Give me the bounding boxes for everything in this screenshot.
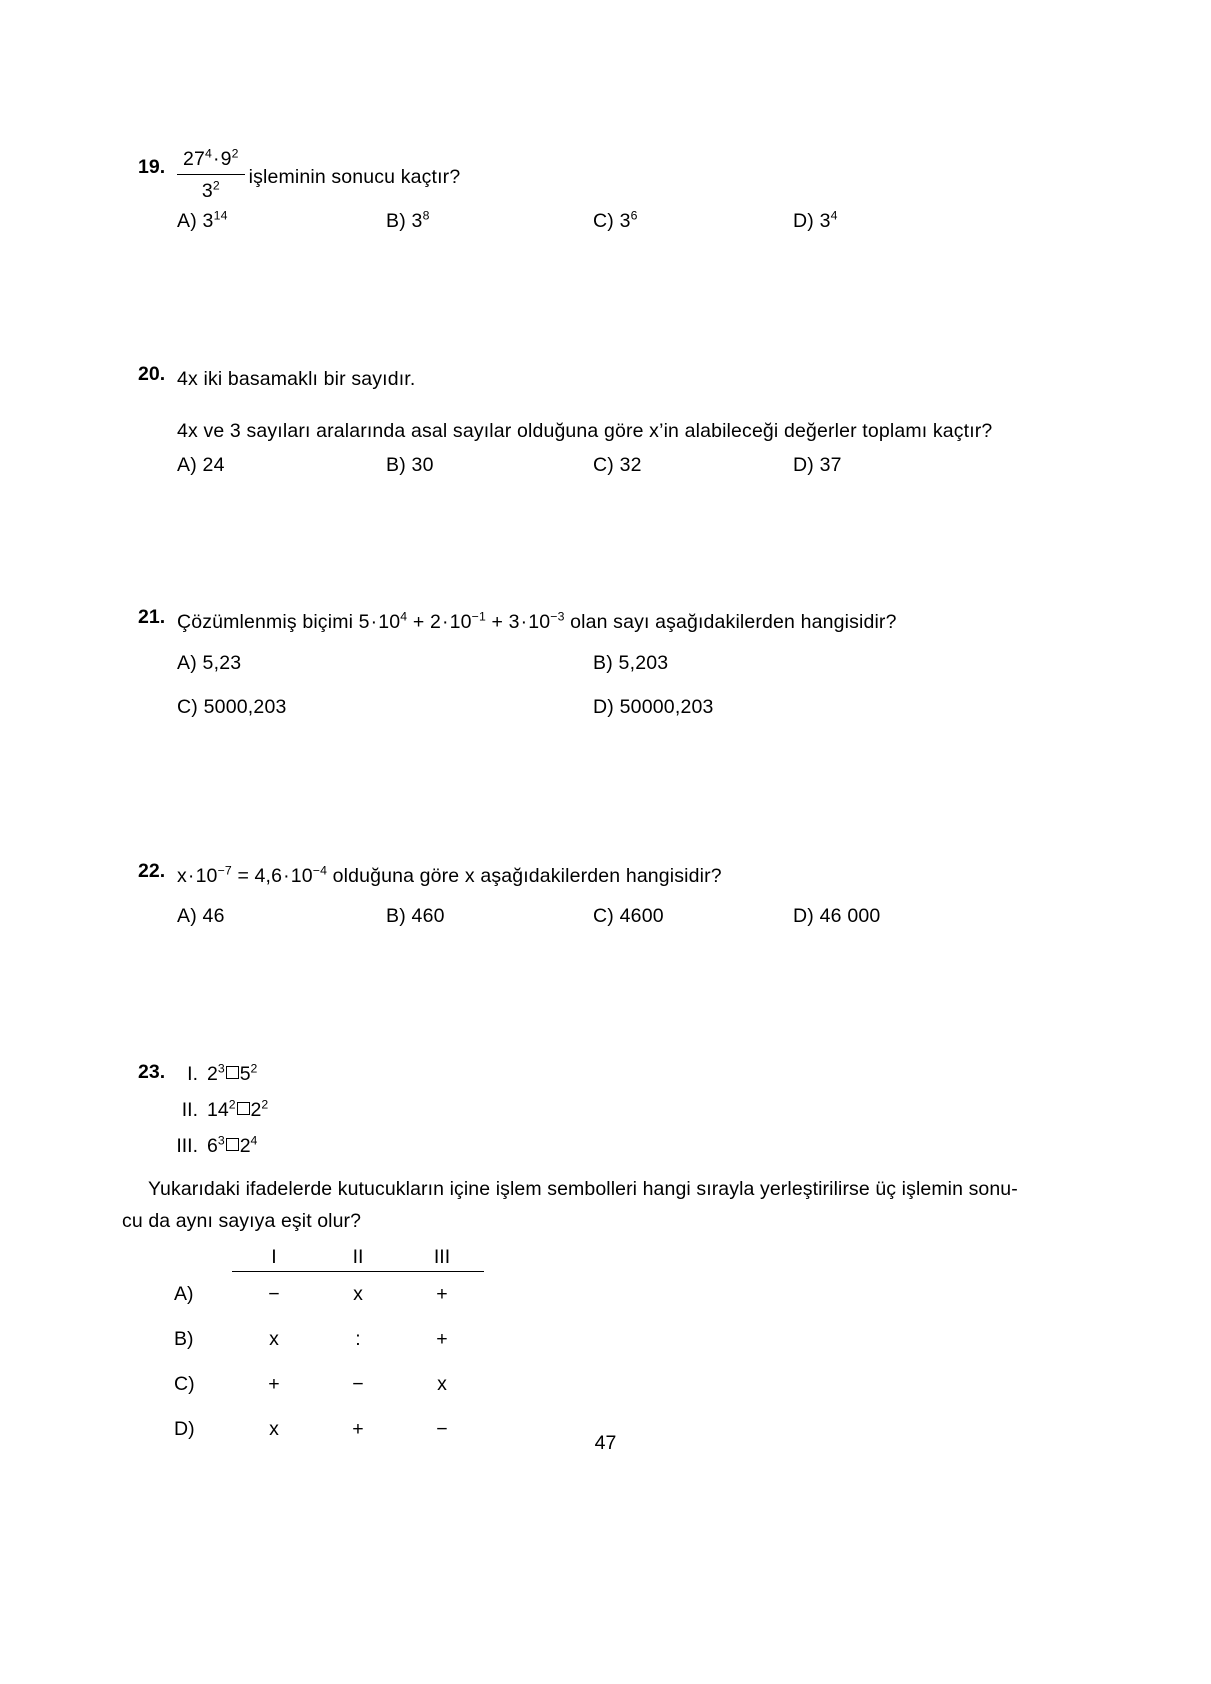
operator-box-icon[interactable]: [226, 1066, 239, 1079]
option-22-d-value: 46 000: [819, 905, 881, 927]
option-20-c-label: C): [593, 454, 614, 476]
option-19-c-base: 3: [619, 210, 631, 232]
option-19-c-exp: 6: [630, 208, 638, 223]
item-1-exp-1: 3: [217, 1061, 225, 1076]
option-21-c-label: C): [177, 696, 198, 718]
item-3-base-2: 2: [239, 1135, 251, 1157]
question-21-term1-exp: 4: [400, 609, 408, 624]
option-21-b[interactable]: [593, 652, 668, 675]
option-20-a-label: A): [177, 454, 197, 476]
option-19-d-base: 3: [819, 210, 831, 232]
fraction-numerator: [177, 145, 245, 175]
option-19-a-base: 3: [202, 210, 214, 232]
question-22-exp-1: −7: [217, 863, 232, 878]
option-21-b-value: 5,203: [618, 652, 669, 674]
row-b-label: B): [174, 1328, 194, 1350]
question-21-plus2: + 3: [491, 611, 520, 633]
question-23-prompt-line-2: cu da aynı sayıya eşit olur?: [122, 1210, 362, 1232]
option-20-b-label: B): [386, 454, 406, 476]
question-19-stem: [177, 146, 460, 207]
option-19-c[interactable]: [593, 210, 638, 233]
operator-box-icon[interactable]: [226, 1138, 239, 1151]
option-19-b[interactable]: [386, 210, 430, 233]
item-2-base-1: 14: [207, 1099, 229, 1121]
table-row[interactable]: [172, 1317, 484, 1362]
question-19-number: 19.: [138, 156, 166, 178]
question-23-prompt-line-1: Yukarıdaki ifadelerde kutucukların içine işlem sembolleri hangi sırayla yerleştirilirse üç işlemin sonu-: [148, 1178, 1018, 1200]
option-19-b-label: B): [386, 210, 406, 232]
option-20-d-label: D): [793, 454, 814, 476]
question-20-line-1: 4x iki basamaklı bir sayıdır.: [177, 368, 416, 390]
option-19-d[interactable]: [793, 210, 838, 233]
option-19-b-base: 3: [411, 210, 423, 232]
option-21-d-label: D): [593, 696, 614, 718]
option-20-a[interactable]: [177, 454, 225, 477]
question-21-options-row-2: [0, 696, 1211, 722]
table-row[interactable]: [172, 1272, 484, 1318]
multiplication-dot-icon: ·: [187, 865, 195, 887]
question-21-term3-exp: −3: [550, 609, 565, 624]
row-c-cell-iii: x: [437, 1373, 447, 1395]
option-19-a-label: A): [177, 210, 197, 232]
row-a-label: A): [174, 1282, 194, 1305]
option-19-d-label: D): [793, 210, 814, 232]
question-21-suffix: olan sayı aşağıdakilerden hangisidir?: [570, 611, 897, 633]
header-column-iii: III: [400, 1246, 484, 1272]
option-19-a-exp: 14: [213, 208, 228, 223]
item-3-base-1: 6: [207, 1135, 218, 1157]
row-c-cell-i: +: [268, 1373, 280, 1395]
question-19-options: [0, 210, 1211, 236]
item-2-exp-1: 2: [228, 1097, 236, 1112]
option-19-a[interactable]: [177, 210, 228, 233]
row-a-cell-ii: x: [353, 1283, 363, 1305]
row-d-cell-ii: +: [352, 1418, 364, 1440]
question-23-item-2-label: II.: [181, 1099, 198, 1121]
question-23-item-3-label: III.: [176, 1135, 198, 1157]
question-22-variable: x: [177, 865, 187, 887]
option-21-d[interactable]: [593, 696, 714, 719]
option-19-c-label: C): [593, 210, 614, 232]
option-22-c-label: C): [593, 905, 614, 927]
numerator-base-1: 27: [183, 148, 205, 170]
option-22-b-label: B): [386, 905, 406, 927]
answer-matrix-header-row: [172, 1246, 484, 1272]
question-23-answer-table: [172, 1246, 484, 1452]
option-22-a-label: A): [177, 905, 197, 927]
option-20-c[interactable]: [593, 454, 642, 477]
option-21-a-value: 5,23: [202, 652, 242, 674]
row-b-cell-iii: +: [436, 1328, 448, 1350]
question-21-term2-base: 10: [449, 611, 472, 633]
item-2-base-2: 2: [250, 1099, 262, 1121]
table-row[interactable]: [172, 1362, 484, 1407]
question-22-equals: = 4,6: [237, 865, 283, 887]
option-21-a-label: A): [177, 652, 197, 674]
answer-matrix-body: [172, 1272, 484, 1453]
item-3-exp-2: 4: [250, 1133, 258, 1148]
header-column-ii: II: [316, 1246, 400, 1272]
question-20-line-2: 4x ve 3 sayıları aralarında asal sayılar olduğuna göre x’in alabileceği değerler toplamı kaçtır?: [177, 420, 993, 442]
question-22-options: [0, 905, 1211, 931]
question-20-options: [0, 454, 1211, 480]
item-1-exp-2: 2: [250, 1061, 258, 1076]
option-20-b[interactable]: [386, 454, 434, 477]
question-22-base-2: 10: [290, 865, 313, 887]
question-22-number: 22.: [138, 860, 166, 882]
multiplication-dot-icon: ·: [441, 611, 449, 633]
question-22-exp-2: −4: [312, 863, 328, 878]
option-22-b[interactable]: [386, 905, 445, 928]
multiplication-dot-icon: ·: [283, 865, 290, 887]
operator-box-icon[interactable]: [237, 1102, 250, 1115]
row-a-cell-iii: +: [436, 1283, 448, 1305]
question-21-number: 21.: [138, 606, 166, 628]
header-blank: [172, 1246, 232, 1272]
item-3-exp-1: 3: [217, 1133, 225, 1148]
answer-matrix-head: [172, 1246, 484, 1272]
question-21-plus1: + 2: [412, 611, 441, 633]
row-d-cell-iii: −: [436, 1418, 448, 1440]
question-23-item-3: [164, 1135, 257, 1158]
option-22-b-value: 460: [411, 905, 445, 927]
question-23-item-1: [164, 1063, 257, 1086]
question-21-options-row-1: [0, 652, 1211, 678]
header-column-i: I: [232, 1246, 316, 1272]
option-21-c[interactable]: [177, 696, 287, 719]
question-22-suffix: olduğuna göre x aşağıdakilerden hangisidir?: [332, 865, 722, 887]
fraction-denominator: [177, 175, 245, 205]
question-23-item-1-label: I.: [187, 1063, 198, 1085]
option-21-c-value: 5000,203: [203, 696, 287, 718]
option-20-d-value: 37: [819, 454, 842, 476]
option-22-a-value: 46: [202, 905, 225, 927]
option-22-a[interactable]: [177, 905, 225, 928]
option-20-c-value: 32: [619, 454, 642, 476]
row-b-cell-i: x: [269, 1328, 279, 1350]
question-20-number: 20.: [138, 363, 166, 385]
multiplication-dot-icon: ·: [520, 611, 528, 633]
answer-matrix: [172, 1246, 484, 1452]
option-20-b-value: 30: [411, 454, 434, 476]
denominator-base: 3: [201, 180, 213, 203]
question-21-prefix: Çözümlenmiş biçimi 5: [177, 611, 370, 633]
option-19-d-exp: 4: [830, 208, 838, 223]
question-21-term2-exp: −1: [471, 609, 486, 624]
question-23-number: 23.: [138, 1061, 166, 1083]
denominator-exp: 2: [212, 178, 220, 193]
item-1-base-1: 2: [207, 1063, 218, 1085]
row-d-cell-i: x: [269, 1418, 279, 1440]
question-22-base-1: 10: [195, 865, 218, 887]
row-d-label: D): [174, 1418, 195, 1440]
row-c-label: C): [174, 1373, 195, 1395]
option-22-c[interactable]: [593, 905, 664, 928]
option-21-a[interactable]: [177, 652, 241, 675]
question-23-item-2: [164, 1099, 268, 1122]
row-b-cell-ii: :: [355, 1328, 361, 1350]
option-22-d-label: D): [793, 905, 814, 927]
option-20-a-value: 24: [202, 454, 225, 476]
fraction-27-4-times-9-2-over-3-2: [177, 145, 245, 206]
question-21-term1-base: 10: [378, 611, 401, 633]
question-21-stem: [177, 608, 897, 636]
option-21-b-label: B): [593, 652, 613, 674]
row-c-cell-ii: −: [352, 1373, 364, 1395]
option-22-d[interactable]: [793, 905, 880, 928]
question-22-stem: [177, 862, 722, 890]
item-1-base-2: 5: [239, 1063, 251, 1085]
row-a-cell-i: −: [268, 1283, 280, 1305]
option-20-d[interactable]: [793, 454, 842, 477]
numerator-exp-2: 2: [231, 146, 239, 161]
question-21-term3-base: 10: [528, 611, 551, 633]
multiplication-dot-icon: ·: [370, 611, 378, 633]
numerator-base-2: 9: [220, 148, 232, 170]
numerator-exp-1: 4: [205, 146, 212, 161]
page-number: 47: [594, 1432, 617, 1454]
multiplication-dot-icon: ·: [212, 148, 220, 170]
question-19-text: işleminin sonucu kaçtır?: [248, 166, 461, 189]
option-22-c-value: 4600: [619, 905, 664, 927]
item-2-exp-2: 2: [261, 1097, 269, 1112]
option-19-b-exp: 8: [422, 208, 430, 223]
option-21-d-value: 50000,203: [619, 696, 714, 718]
